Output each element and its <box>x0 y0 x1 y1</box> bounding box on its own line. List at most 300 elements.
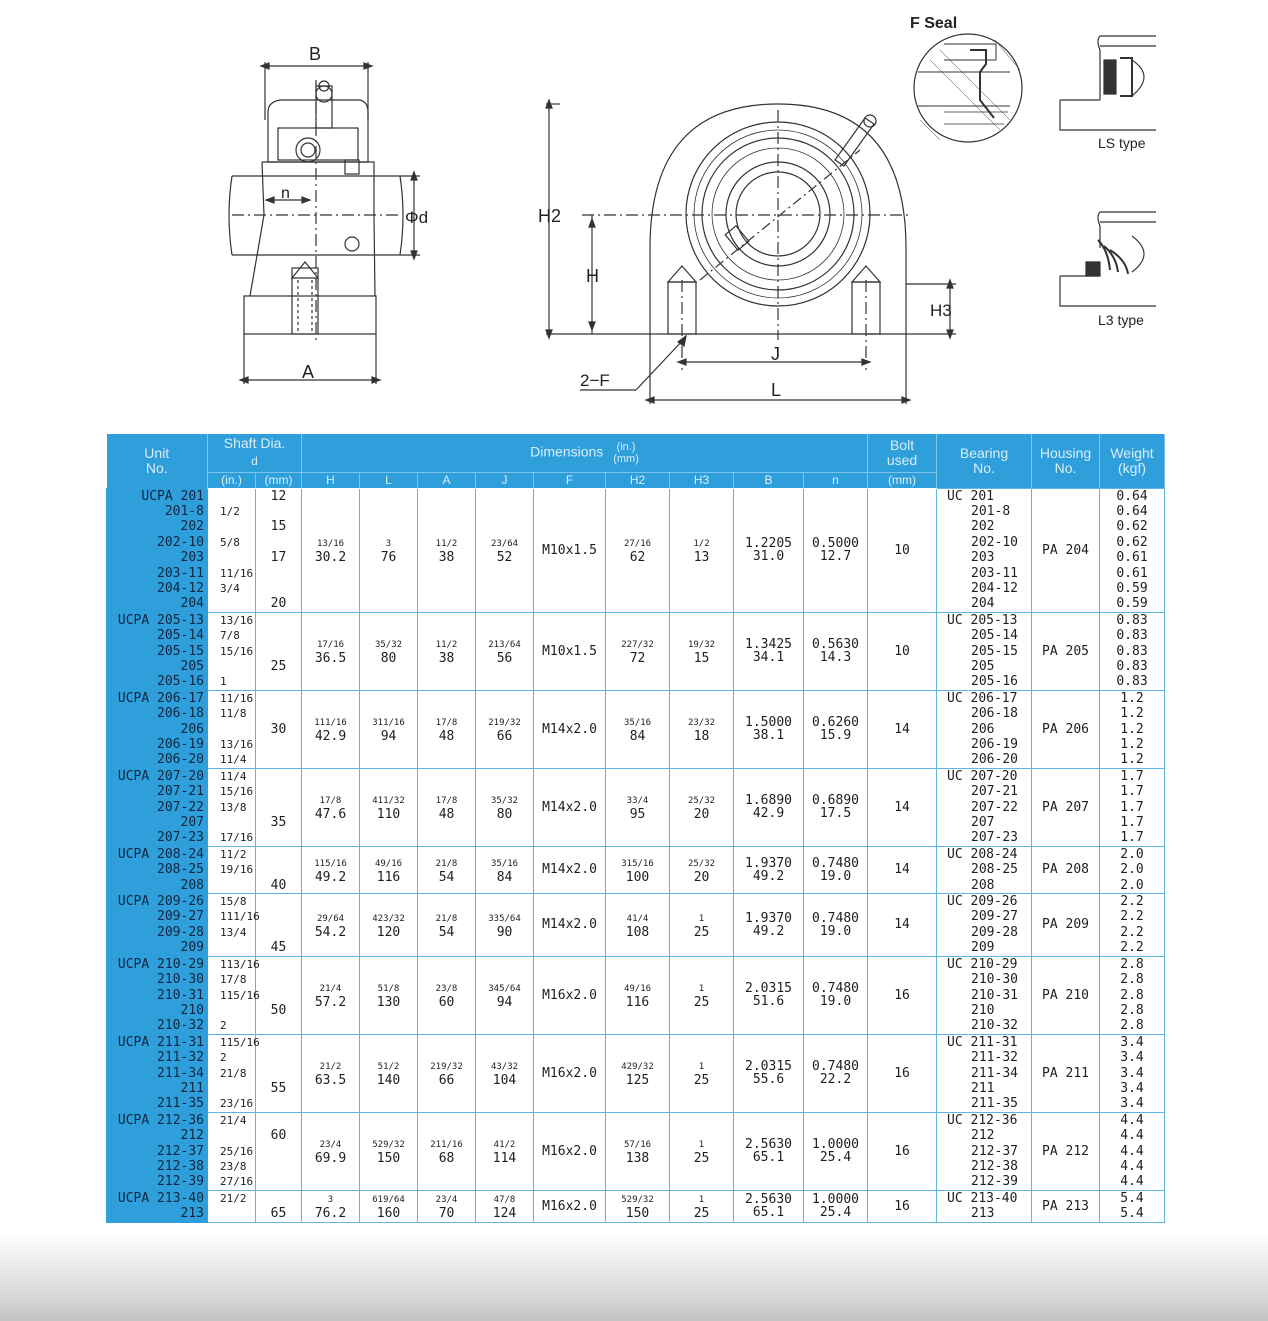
weight-cell <box>1100 846 1165 893</box>
cell-line: 2.2 <box>1120 940 1144 956</box>
dim-mm: 48 <box>438 729 455 745</box>
dim-a-cell <box>418 956 476 1034</box>
dim-inch: 41/2 <box>493 1140 516 1151</box>
housing-no-cell: PA 207 <box>1032 768 1100 846</box>
dim-j-cell <box>476 894 534 957</box>
dim-a-cell <box>418 1190 476 1222</box>
cell-line: 1.2 <box>1120 752 1144 768</box>
dim-f-cell: M14x2.0 <box>534 894 606 957</box>
header-col-h2: H2 <box>606 472 670 488</box>
cell-line: 204-12 <box>971 580 1018 596</box>
side-view <box>229 62 420 384</box>
dim-a-cell <box>418 768 476 846</box>
dim-mm: 42.9 <box>314 729 347 745</box>
dim-inch: 47/8 <box>493 1195 516 1206</box>
cell-line: 2.8 <box>1120 1002 1144 1018</box>
dim-h3-cell <box>670 612 734 690</box>
cell-line: 208 <box>180 877 204 893</box>
dim-inch: 529/32 <box>621 1195 654 1206</box>
cell-line: 30 <box>270 721 287 737</box>
cell-line: 203-11 <box>971 565 1018 581</box>
dim-inch: 51/2 <box>377 1062 400 1073</box>
bolt-cell: 16 <box>868 1190 937 1222</box>
dim-mm: 18 <box>693 729 710 745</box>
dim-j-label: J <box>771 344 780 364</box>
cell-line: 60 <box>270 1128 287 1144</box>
cell-line: 11/8 <box>220 707 247 721</box>
cell-line: 1.2 <box>1120 737 1144 752</box>
dim-h2-cell <box>606 846 670 893</box>
header-col-j: J <box>476 472 534 488</box>
cell-line: 211 <box>180 1080 204 1096</box>
bolt-cell: 14 <box>868 690 937 768</box>
cell-line: 0.62 <box>1116 534 1148 550</box>
dim-mm: 49.2 <box>752 868 785 884</box>
cell-line: 209-28 <box>971 924 1018 940</box>
cell-line <box>209 878 254 893</box>
weight-cell <box>1100 1190 1165 1222</box>
cell-line <box>257 752 300 767</box>
cell-line <box>257 644 300 659</box>
dim-f-cell: M16x2.0 <box>534 956 606 1034</box>
cell-line: UC 210-29 <box>947 956 1018 972</box>
cell-line: 3.4 <box>1120 1080 1144 1096</box>
dim-mm: 140 <box>376 1073 401 1089</box>
dim-inch: 35/16 <box>623 718 652 729</box>
cell-line: 210 <box>971 1002 995 1018</box>
cell-line: UC 201 <box>947 488 994 504</box>
cell-line: 55 <box>270 1080 287 1096</box>
dim-mm: 52 <box>496 550 513 566</box>
cell-line: 13/8 <box>220 800 247 814</box>
f-seal-detail <box>914 34 1022 142</box>
dim-f-cell: M14x2.0 <box>534 846 606 893</box>
table-row <box>107 1112 1165 1190</box>
dim-inch: 429/32 <box>621 1062 654 1073</box>
cell-line: 209 <box>180 940 204 956</box>
cell-line: 15/16 <box>220 644 254 658</box>
cell-line: 11/16 <box>220 691 254 705</box>
cell-line: 206-18 <box>971 706 1018 722</box>
bearing-no-cell <box>937 1112 1032 1190</box>
cell-line: 208-25 <box>971 862 1018 878</box>
dim-n-label: n <box>281 185 290 202</box>
cell-line: 205-14 <box>157 628 204 644</box>
cell-line: 0.61 <box>1116 550 1148 566</box>
cell-line: 27/16 <box>220 1175 254 1189</box>
dim-mm: 48 <box>438 807 455 823</box>
dim-f-cell: M14x2.0 <box>534 768 606 846</box>
bearing-no-cell <box>937 768 1032 846</box>
dim-inch: 17/8 <box>435 718 458 729</box>
dim-h-label: H <box>586 266 599 286</box>
dim-l-cell <box>360 488 418 612</box>
ls-type-detail <box>1060 36 1156 130</box>
cell-line: UCPA 205-13 <box>117 612 204 628</box>
dim-mm: 114 <box>492 1151 517 1167</box>
dim-mm: 76 <box>380 550 397 566</box>
cell-line: 1.7 <box>1120 784 1144 800</box>
dim-inch: 1.0000 <box>812 1192 859 1208</box>
cell-line <box>257 691 300 706</box>
unit-no-cell <box>107 846 208 893</box>
dim-inch: 23/4 <box>319 1140 342 1151</box>
dim-mm: 25 <box>693 1206 710 1222</box>
dim-mm: 94 <box>380 729 397 745</box>
cell-line <box>257 987 300 1002</box>
shaft-in-cell <box>208 1034 260 1112</box>
dim-h3-cell <box>670 956 734 1034</box>
dim-inch: 21/8 <box>435 858 458 869</box>
bolt-cell: 10 <box>868 612 937 690</box>
dim-mm: 62 <box>629 550 646 566</box>
dim-l-cell <box>360 956 418 1034</box>
cell-line: 12 <box>270 488 287 504</box>
cell-line: 25 <box>270 658 287 674</box>
bearing-drawing <box>0 0 1268 430</box>
cell-line <box>257 1050 300 1065</box>
header-weight: Weight (kgf) <box>1100 434 1165 488</box>
cell-line: 2.0 <box>1120 846 1144 862</box>
cell-line <box>209 940 254 955</box>
cell-line <box>209 815 254 830</box>
cell-line: 213 <box>971 1206 995 1222</box>
cell-line: 207-22 <box>157 799 204 815</box>
spec-table <box>106 434 1165 1223</box>
dim-h2-cell <box>606 956 670 1034</box>
dim-inch: 115/16 <box>314 858 347 869</box>
header-housing-no: Housing No. <box>1032 434 1100 488</box>
cell-line: 2.0 <box>1120 862 1144 878</box>
bolt-cell: 16 <box>868 956 937 1034</box>
housing-no-cell: PA 211 <box>1032 1034 1100 1112</box>
cell-line: UC 207-20 <box>947 768 1018 784</box>
header-col-b: B <box>734 472 804 488</box>
cell-line: 0.83 <box>1116 658 1148 674</box>
cell-line <box>257 674 300 689</box>
dim-mm: 80 <box>496 807 513 823</box>
unit-no-cell <box>107 1190 208 1222</box>
header-bolt-used: Bolt used <box>868 434 937 472</box>
housing-no-cell: PA 213 <box>1032 1190 1100 1222</box>
cell-line: 208 <box>971 877 995 893</box>
dim-mm: 94 <box>496 995 513 1011</box>
cell-line: 2 <box>220 1051 227 1065</box>
dim-f-cell: M10x1.5 <box>534 488 606 612</box>
cell-line <box>209 722 254 737</box>
dim-inch: 49/16 <box>374 858 403 869</box>
cell-line <box>257 565 300 580</box>
cell-line: 206-20 <box>971 752 1018 768</box>
dim-inch: 3 <box>327 1195 334 1206</box>
dim-inch: 1.3425 <box>745 637 792 653</box>
cell-line: 206 <box>971 721 995 737</box>
bearing-no-cell <box>937 488 1032 612</box>
f-seal-label: F Seal <box>910 15 958 32</box>
cell-line: 21/8 <box>220 1066 247 1080</box>
cell-line: 3.4 <box>1120 1050 1144 1066</box>
l3-type-label: L3 type <box>1098 312 1144 328</box>
dim-inch: 0.5000 <box>812 536 859 552</box>
dim-f-cell: M16x2.0 <box>534 1112 606 1190</box>
cell-line: 209-27 <box>971 909 1018 925</box>
cell-line: 1.2 <box>1120 690 1144 706</box>
cell-line: 211 <box>971 1080 995 1096</box>
dim-h2-cell <box>606 488 670 612</box>
cell-line: UCPA 211-31 <box>117 1034 204 1050</box>
shaft-in-cell <box>208 768 256 846</box>
header-col-f: F <box>534 472 606 488</box>
dim-h-cell <box>302 768 360 846</box>
dim-f-cell: M10x1.5 <box>534 612 606 690</box>
cell-line <box>257 1035 300 1050</box>
cell-line: 211-35 <box>157 1096 204 1112</box>
cell-line: 1/2 <box>220 504 240 518</box>
cell-line: 212-38 <box>157 1158 204 1174</box>
dim-inch: 0.7480 <box>812 910 859 926</box>
dim-mm: 76.2 <box>314 1206 347 1222</box>
dim-l-cell <box>360 1034 418 1112</box>
cell-line: 207-23 <box>157 830 204 846</box>
dim-mm: 90 <box>496 924 513 940</box>
shaft-in-cell <box>208 956 260 1034</box>
dim-f-cell: M16x2.0 <box>534 1190 606 1222</box>
dim-mm: 36.5 <box>314 651 347 667</box>
dim-inch: 21/2 <box>319 1062 342 1073</box>
header-mm: (mm) <box>256 472 302 488</box>
dim-inch: 1.5000 <box>745 715 792 731</box>
cell-line: 17 <box>270 550 287 566</box>
cell-line: 205-15 <box>971 643 1018 659</box>
cell-line: 205 <box>180 658 204 674</box>
dim-inch: 51/8 <box>377 984 400 995</box>
cell-line: 2.8 <box>1120 987 1144 1003</box>
dim-d-label: Φd <box>405 208 429 227</box>
cell-line: 0.83 <box>1116 612 1148 628</box>
dim-mm: 31.0 <box>752 549 785 565</box>
table-row <box>107 1190 1165 1222</box>
cell-line: 65 <box>270 1206 287 1222</box>
table-row <box>107 768 1165 846</box>
dim-mm: 68 <box>438 1151 455 1167</box>
cell-line: UCPA 206-17 <box>117 690 204 706</box>
cell-line: 207 <box>180 815 204 831</box>
cell-line <box>257 1096 300 1111</box>
unit-no-cell <box>107 488 208 612</box>
cell-line <box>257 847 300 862</box>
dim-inch: 1.6890 <box>745 793 792 809</box>
cell-line: 113/16 <box>220 957 260 971</box>
cell-line <box>257 1159 300 1174</box>
cell-line: 4.4 <box>1120 1128 1144 1144</box>
housing-no-cell: PA 206 <box>1032 690 1100 768</box>
cell-line <box>209 550 254 565</box>
cell-line: 209-27 <box>157 909 204 925</box>
cell-line <box>257 909 300 924</box>
dim-inch: 0.7480 <box>812 981 859 997</box>
dim-inch: 17/8 <box>435 796 458 807</box>
dim-l-cell <box>360 612 418 690</box>
header-col-h3: H3 <box>670 472 734 488</box>
cell-line: 211-34 <box>157 1065 204 1081</box>
dim-b-cell <box>734 488 804 612</box>
dim-mm: 70 <box>438 1206 455 1222</box>
dim-l-cell <box>360 894 418 957</box>
dim-n-cell <box>804 894 868 957</box>
dim-inch: 1 <box>698 913 705 924</box>
cell-line <box>257 1174 300 1189</box>
header-dimensions: Dimensions (in.) (mm) <box>302 434 868 472</box>
table-row <box>107 894 1165 957</box>
cell-line <box>257 862 300 877</box>
dim-mm: 25 <box>693 1151 710 1167</box>
dim-b-cell <box>734 1190 804 1222</box>
dim-mm: 72 <box>629 651 646 667</box>
housing-no-cell: PA 212 <box>1032 1112 1100 1190</box>
cell-line <box>257 769 300 784</box>
dim-inch: 2.5630 <box>745 1192 792 1208</box>
dim-h-cell <box>302 894 360 957</box>
cell-line: 209 <box>971 940 995 956</box>
cell-line <box>257 706 300 721</box>
dim-mm: 138 <box>625 1151 650 1167</box>
cell-line: 210-30 <box>971 972 1018 988</box>
cell-line <box>209 1206 254 1221</box>
cell-line: 212-38 <box>971 1158 1018 1174</box>
dim-h-cell <box>302 488 360 612</box>
cell-line: 25/16 <box>220 1144 254 1158</box>
shaft-mm-cell <box>256 690 302 768</box>
weight-cell <box>1100 956 1165 1034</box>
table-row <box>107 1034 1165 1112</box>
cell-line: UCPA 208-24 <box>117 846 204 862</box>
bottom-fade <box>0 1232 1268 1321</box>
dim-f-cell: M14x2.0 <box>534 690 606 768</box>
dim-inch: 21/4 <box>319 984 342 995</box>
cell-line <box>257 581 300 596</box>
dim-b-cell <box>734 690 804 768</box>
cell-line: UCPA 209-26 <box>117 894 204 910</box>
dim-j-cell <box>476 1112 534 1190</box>
shaft-in-cell <box>208 846 256 893</box>
cell-line: 0.64 <box>1116 488 1148 504</box>
dim-a-cell <box>418 846 476 893</box>
bolt-cell: 16 <box>868 1034 937 1112</box>
dim-inch: 227/32 <box>621 640 654 651</box>
cell-line: 2.2 <box>1120 924 1144 940</box>
cell-line: UCPA 212-36 <box>117 1112 204 1128</box>
cell-line: 210-32 <box>971 1018 1018 1034</box>
dim-b-cell <box>734 1034 804 1112</box>
bolt-cell: 16 <box>868 1112 937 1190</box>
unit-no-cell <box>107 956 208 1034</box>
housing-no-cell: PA 204 <box>1032 488 1100 612</box>
dim-mm: 60 <box>438 995 455 1011</box>
dim-inch: 43/32 <box>490 1062 519 1073</box>
cell-line: 0.61 <box>1116 565 1148 581</box>
cell-line: UCPA 213-40 <box>117 1190 204 1206</box>
dim-mm: 25 <box>693 1073 710 1089</box>
cell-line: UC 209-26 <box>947 894 1018 910</box>
dim-n-cell <box>804 846 868 893</box>
dim-mm: 17.5 <box>819 806 852 822</box>
dim-inch: 1 <box>698 1140 705 1151</box>
dim-mm: 54 <box>438 924 455 940</box>
dim-inch: 1 <box>698 1062 705 1073</box>
dim-inch: 1.2205 <box>745 536 792 552</box>
dim-mm: 19.0 <box>819 994 852 1010</box>
cell-line: 3/4 <box>220 581 240 595</box>
cell-line <box>257 535 300 550</box>
cell-line: 1.7 <box>1120 815 1144 831</box>
cell-line: 2.8 <box>1120 1018 1144 1034</box>
cell-line <box>257 628 300 643</box>
weight-cell <box>1100 894 1165 957</box>
dim-mm: 19.0 <box>819 923 852 939</box>
cell-line <box>209 519 254 534</box>
cell-line: 207-22 <box>971 799 1018 815</box>
l3-type-detail <box>1060 212 1156 306</box>
shaft-mm-cell <box>256 488 302 612</box>
cell-line: 1 <box>220 675 227 689</box>
cell-line: 7/8 <box>220 629 240 643</box>
dim-mm: 56 <box>496 651 513 667</box>
dim-inch: 411/32 <box>372 796 405 807</box>
cell-line: 205-16 <box>157 674 204 690</box>
cell-line: UC 205-13 <box>947 612 1018 628</box>
cell-line: 203-11 <box>157 565 204 581</box>
shaft-mm-cell <box>256 1112 302 1190</box>
dim-mm: 13 <box>693 550 710 566</box>
cell-line: 207-21 <box>971 784 1018 800</box>
dim-j-cell <box>476 612 534 690</box>
shaft-in-cell <box>208 488 256 612</box>
cell-line: 15/8 <box>220 895 247 909</box>
dim-inch: 1 <box>698 1195 705 1206</box>
dim-l-cell <box>360 846 418 893</box>
bearing-no-cell <box>937 690 1032 768</box>
cell-line: 1.2 <box>1120 721 1144 737</box>
bolt-cell: 10 <box>868 488 937 612</box>
cell-line: 210-32 <box>157 1018 204 1034</box>
dim-mm: 20 <box>693 869 710 885</box>
dim-mm: 19.0 <box>819 868 852 884</box>
cell-line: 212-39 <box>971 1174 1018 1190</box>
cell-line: 210-30 <box>157 972 204 988</box>
dim-inch: 33/4 <box>626 796 649 807</box>
cell-line: 11/16 <box>220 566 254 580</box>
cell-line <box>257 1018 300 1033</box>
cell-line: 3.4 <box>1120 1096 1144 1112</box>
dim-inch: 25/32 <box>687 796 716 807</box>
cell-line <box>209 659 254 674</box>
cell-line: 23/16 <box>220 1097 254 1111</box>
dim-inch: 335/64 <box>488 913 521 924</box>
dim-inch: 219/32 <box>488 718 521 729</box>
dim-mm: 100 <box>625 869 650 885</box>
cell-line: 15/16 <box>220 785 254 799</box>
weight-cell <box>1100 690 1165 768</box>
cell-line: UC 212-36 <box>947 1112 1018 1128</box>
weight-cell <box>1100 612 1165 690</box>
dim-mm: 54 <box>438 869 455 885</box>
dim-mm: 25 <box>693 924 710 940</box>
cell-line: UC 213-40 <box>947 1190 1018 1206</box>
cell-line: 2.0 <box>1120 877 1144 893</box>
housing-no-cell: PA 208 <box>1032 846 1100 893</box>
dim-a-cell <box>418 1034 476 1112</box>
dim-mm: 15 <box>693 651 710 667</box>
